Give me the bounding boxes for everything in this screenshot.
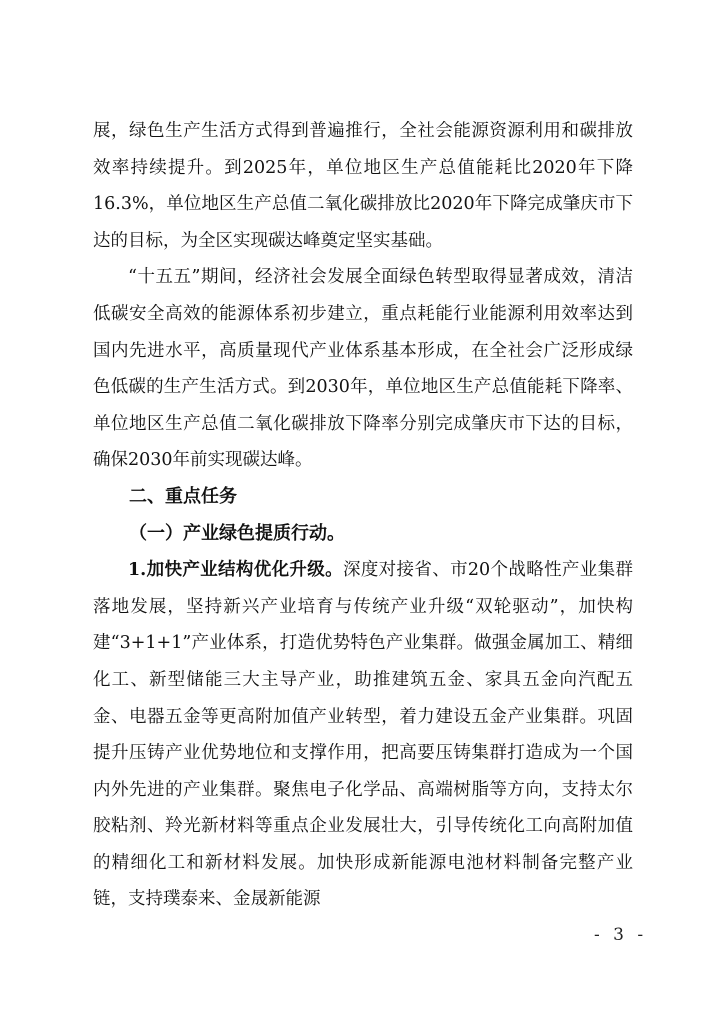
document-body <box>93 113 633 918</box>
subsection-heading-industry-green-upgrade: （一）产业绿色提质行动。 <box>129 522 345 544</box>
item-title-industrial-structure: 1.加快产业结构优化升级。 <box>128 560 343 581</box>
paragraph-industrial-structure-upgrade <box>93 552 633 918</box>
page-number: - 3 - <box>594 925 648 945</box>
paragraph-fifteenth-five-year-plan: “十五五”期间，经济社会发展全面绿色转型取得显著成效，清洁低碳安全高效的能源体系初步建立，重点耗能行业能源利用效率达到国内先进水平，高质量现代产业体系基本形成，在全社会广泛形成绿色低碳的生产生活方式。到2030年，单位地区生产总值能耗下降率、单位地区生产总值二氧化碳排放下降率分别完成肇庆市下达的目标，确保2030年前实现碳达峰。 <box>93 267 633 471</box>
item-body-industrial-structure: 深度对接省、市20个战略性产业集群落地发展，坚持新兴产业培育与传统产业升级“双轮驱动”，加快构建“3+1+1”产业体系，打造优势特色产业集群。做强金属加工、精细化工、新型储能三大主导产业，助推建筑五金、家具五金向汽配五金、电器五金等更高附加值产业转型，着力建设五金产业集群。巩固提升压铸产业优势地位和支撑作用，把高要压铸集群打造成为一个国内外先进的产业集群。聚焦电子化学品、高端树脂等方向，支持太尔胶粘剂、羚光新材料等重点企业发展壮大，引导传统化工向高附加值的精细化工和新材料发展。加快形成新能源电池材料制备完整产业链，支持璞泰来、金晟新能源 <box>93 560 633 910</box>
section-heading-key-tasks: 二、重点任务 <box>129 485 237 507</box>
paragraph-carbon-targets-2025: 展，绿色生产生活方式得到普遍推行，全社会能源资源利用和碳排放效率持续提升。到2025年，单位地区生产总值能耗比2020年下降16.3%，单位地区生产总值二氧化碳排放比2020年下降完成肇庆市下达的目标，为全区实现碳达峰奠定坚实基础。 <box>93 121 633 251</box>
